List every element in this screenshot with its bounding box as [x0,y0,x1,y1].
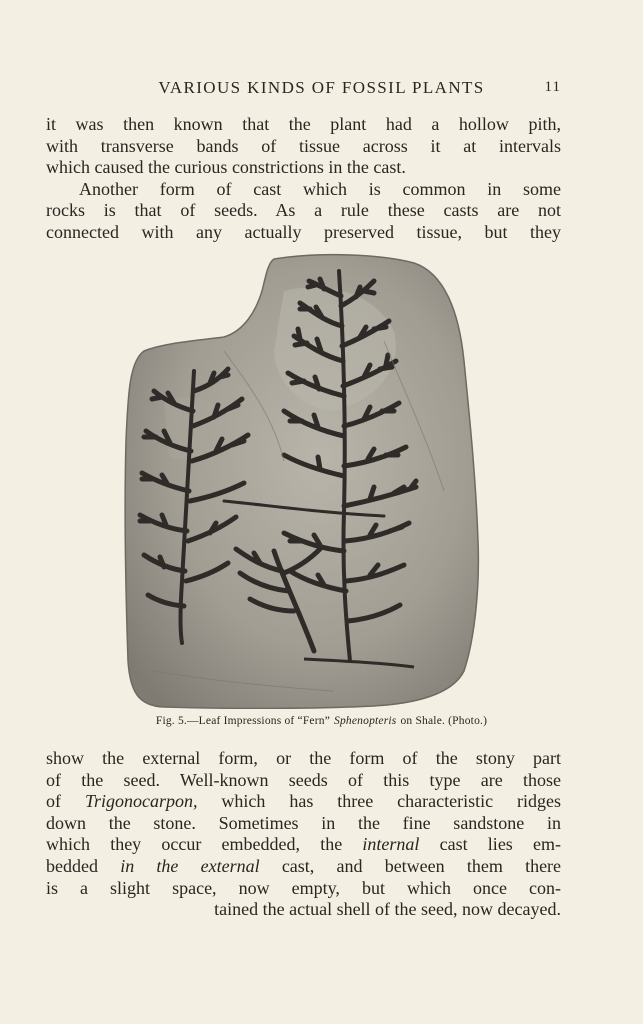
text-line: down the stone. Sometimes in the fine sandstone in [46,812,561,833]
text-line: of the seed. Well-known seeds of this type are those [46,769,561,790]
shale-slab-image [124,251,480,709]
caption-suffix: on Shale. (Photo.) [400,715,488,727]
caption-prefix: Fig. 5.—Leaf Impressions of “Fern” [155,715,331,727]
text-line: show the external form, or the form of the stony part [46,748,561,768]
text-line: which caused the curious constrictions in the cast. [46,157,406,178]
caption-species: Sphenopteris [334,715,397,727]
text-line: it was then known that the plant had a hollow pith, [46,114,561,134]
running-title: VARIOUS KINDS OF FOSSIL PLANTS [158,78,485,97]
text-span: which has three characteristic ridges [221,791,561,812]
running-head [0,78,643,98]
text-line: tained the actual shell of the seed, now decayed. [214,899,561,920]
text-line: connected with any actually preserved tissue, but they [46,221,561,242]
text-span: cast lies em- [439,834,561,855]
text-line: rocks is that of seeds. As a rule these casts are not [46,200,561,221]
italic-term: Trigonocarpon, [84,791,198,812]
text-line: is a slight space, now empty, but which once con- [46,877,561,898]
text-line [46,856,561,878]
figure-caption [0,715,643,727]
text-line: with transverse bands of tissue across it at intervals [46,135,561,156]
text-span: bedded [46,855,98,876]
text-span: of [46,791,61,812]
text-span: cast, and between them there [281,855,561,876]
italic-term: internal [362,834,420,855]
text-line: Another form of cast which is common in some [79,178,561,199]
page-number: 11 [544,79,561,95]
top-paragraph [46,114,561,244]
italic-term: in the external [120,855,260,876]
bottom-paragraph [46,748,561,921]
text-line [46,834,561,856]
text-span: which they occur embedded, the [46,834,343,855]
fossil-fern-photo [124,251,480,709]
text-line [46,791,561,813]
